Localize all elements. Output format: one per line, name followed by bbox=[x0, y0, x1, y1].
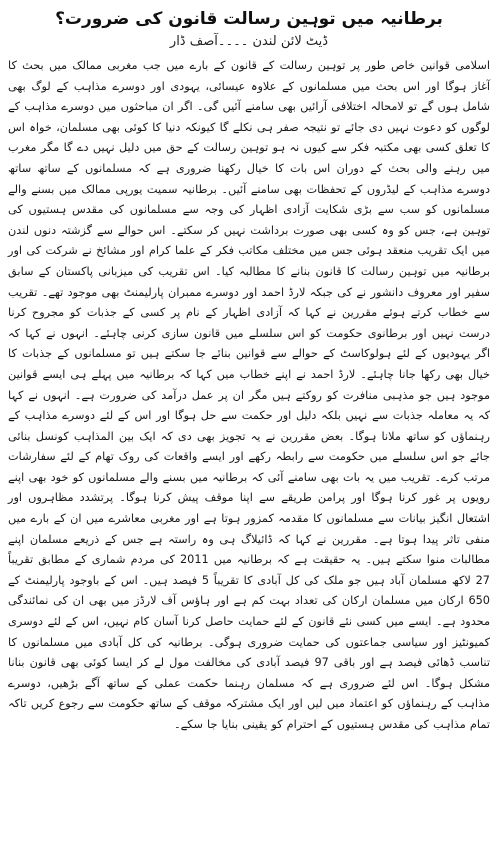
article-body bbox=[8, 56, 490, 736]
article-paragraph: تقریب میں یہ بات بھی سامنے آئی کہ برطانیہ میں بسنے والے مسلمانوں کو خود بھی اپنے رویوں پر غور کرنا ہوگا اور پرامن طریقے سے اپنا موقف پیش کرنا ہوگا۔ پرتشدد مظاہروں اور اشتعال انگیز بیانات سے مسلمانوں کا مقدمہ کمزور ہوتا ہے اور مغربی معاشرے میں ان کے بارے میں منفی تاثر پیدا ہوتا ہے۔ مقررین نے کہا کہ ڈائیلاگ ہی وہ راستہ ہے جس کے ذریعے مسلمان اپنے مطالبات منوا سکتے ہیں۔ bbox=[8, 470, 491, 567]
article-paragraph: اس تقریب کی میزبانی پاکستان کے سابق سفیر اور معروف دانشور نے کی جبکہ لارڈ احمد اور دوسرے ممبران پارلیمنٹ بھی موجود تھے۔ تقریب سے خطاب کرتے ہوئے مقررین نے کہا کہ آزادی اظہار کے نام پر کسی کے جذبات کو مجروح کرنا درست نہیں اور برطانوی حکومت کو اس سلسلے میں قانون سازی کرنی چاہئے۔ انہوں نے کہا کہ اگر یہودیوں کے لئے ہولوکاسٹ کے حوالے سے قوانین بنائے جا سکتے ہیں تو مسلمانوں کے جذبات کا خیال بھی رکھا جانا چاہئے۔ bbox=[8, 264, 490, 381]
article-headline: برطانیہ میں توہین رسالت قانون کی ضرورت؟ bbox=[55, 9, 443, 29]
article-byline: ڈیٹ لائن لندن ۔۔۔۔آصف ڈار bbox=[169, 34, 329, 49]
article-paragraph: یہ حقیقت ہے کہ برطانیہ میں 2011 کی مردم شماری کے مطابق تقریباً 27 لاکھ مسلمان آباد ہیں جو ملک کی کل آبادی کا تقریباً 5 فیصد ہیں۔ اس کے باوجود پارلیمنٹ کے 650 ارکان میں مسلمان ارکان کی تعداد بہت کم ہے اور ہاؤس آف لارڈز میں بھی ان کی نمائندگی محدود ہے۔ ایسے میں کسی نئے قانون کے لئے حمایت حاصل کرنا آسان کام نہیں، اس کے لئے دوسری کمیونٹیز اور سیاسی جماعتوں کی حمایت ضروری ہوگی۔ bbox=[8, 553, 490, 649]
article-paragraph: برطانیہ کی کل آبادی میں مسلمانوں کا تناسب ڈھائی فیصد ہے اور باقی 97 فیصد آبادی کی مخالفت مول لے کر ایسا کوئی بھی قانون بنانا مشکل ہوگا۔ اس لئے ضروری ہے کہ مسلمان رہنما حکمت عملی کے ساتھ آگے بڑھیں، دوسرے مذاہب کے رہنماؤں کو اعتماد میں لیں اور ایک مشترکہ موقف کے ساتھ حکومت سے رجوع کریں تاکہ تمام مذاہب کی مقدس ہستیوں کے احترام کو یقینی بنایا جا سکے۔ bbox=[8, 635, 490, 731]
article-paragraph: لارڈ احمد نے اپنے خطاب میں کہا کہ برطانیہ میں پہلے ہی ایسے قوانین موجود ہیں جو مذہبی منافرت کو روکتے ہیں مگر ان پر عمل درآمد کی ضرورت ہے۔ انہوں نے کہا کہ یہ معاملہ جذبات سے نہیں بلکہ دلیل اور حکمت سے حل ہوگا اور اس کے لئے دوسرے مذاہب کے رہنماؤں کو ساتھ ملانا ہوگا۔ بعض مقررین نے یہ تجویز بھی دی کہ ایک بین المذاہب کونسل بنائی جائے جو اس سلسلے میں حکومت سے رابطہ رکھے اور ایسے واقعات کی روک تھام کے لئے سفارشات مرتب کرے۔ bbox=[8, 367, 490, 484]
article-paragraph: برطانیہ سمیت یورپی ممالک میں بسنے والے مسلمانوں کو سب سے بڑی شکایت آزادی اظہار کی وجہ سے مسلمانوں کی مقدس ہستیوں کی توہین ہے، جس کو وہ کسی بھی صورت برداشت نہیں کر سکتے۔ اس حوالے سے گزشتہ دنوں لندن میں ایک تقریب منعقد ہوئی جس میں مختلف مکاتب فکر کے علما کرام اور مشائخ نے شرکت کی اور برطانیہ میں توہین رسالت کا قانون بنانے کا مطالبہ کیا۔ bbox=[8, 182, 490, 278]
article-paragraph: اسلامی قوانین خاص طور پر توہین رسالت کے قانون کے بارے میں جب مغربی ممالک میں بحث کا آغاز ہوگا اور اس بحث میں مسلمانوں کے علاوہ عیسائی، یہودی اور دوسرے مذاہب کے لوگ بھی شامل ہوں گے تو لامحالہ اختلافی آرائیں بھی سامنے آئیں گی۔ اگر ان مباحثوں میں دوسرے مذاہب کے لوگوں کو دعوت نہیں دی جائے تو نتیجہ صفر ہی نکلے گا کیونکہ دنیا کا کوئی بھی مسلمان، خواہ اس کا تعلق کسی بھی مکتبہ فکر سے کیوں نہ ہو توہین رسالت کے حق میں دلیل نہیں دے گا مگر مغرب میں رہنے والی بحث کے دوران اس بات کا خیال رکھنا ضروری ہے کہ مسلمانوں کے ساتھ ساتھ دوسرے مذاہب کے لیڈروں کے تحفظات بھی سامنے آئیں۔ bbox=[8, 59, 490, 196]
